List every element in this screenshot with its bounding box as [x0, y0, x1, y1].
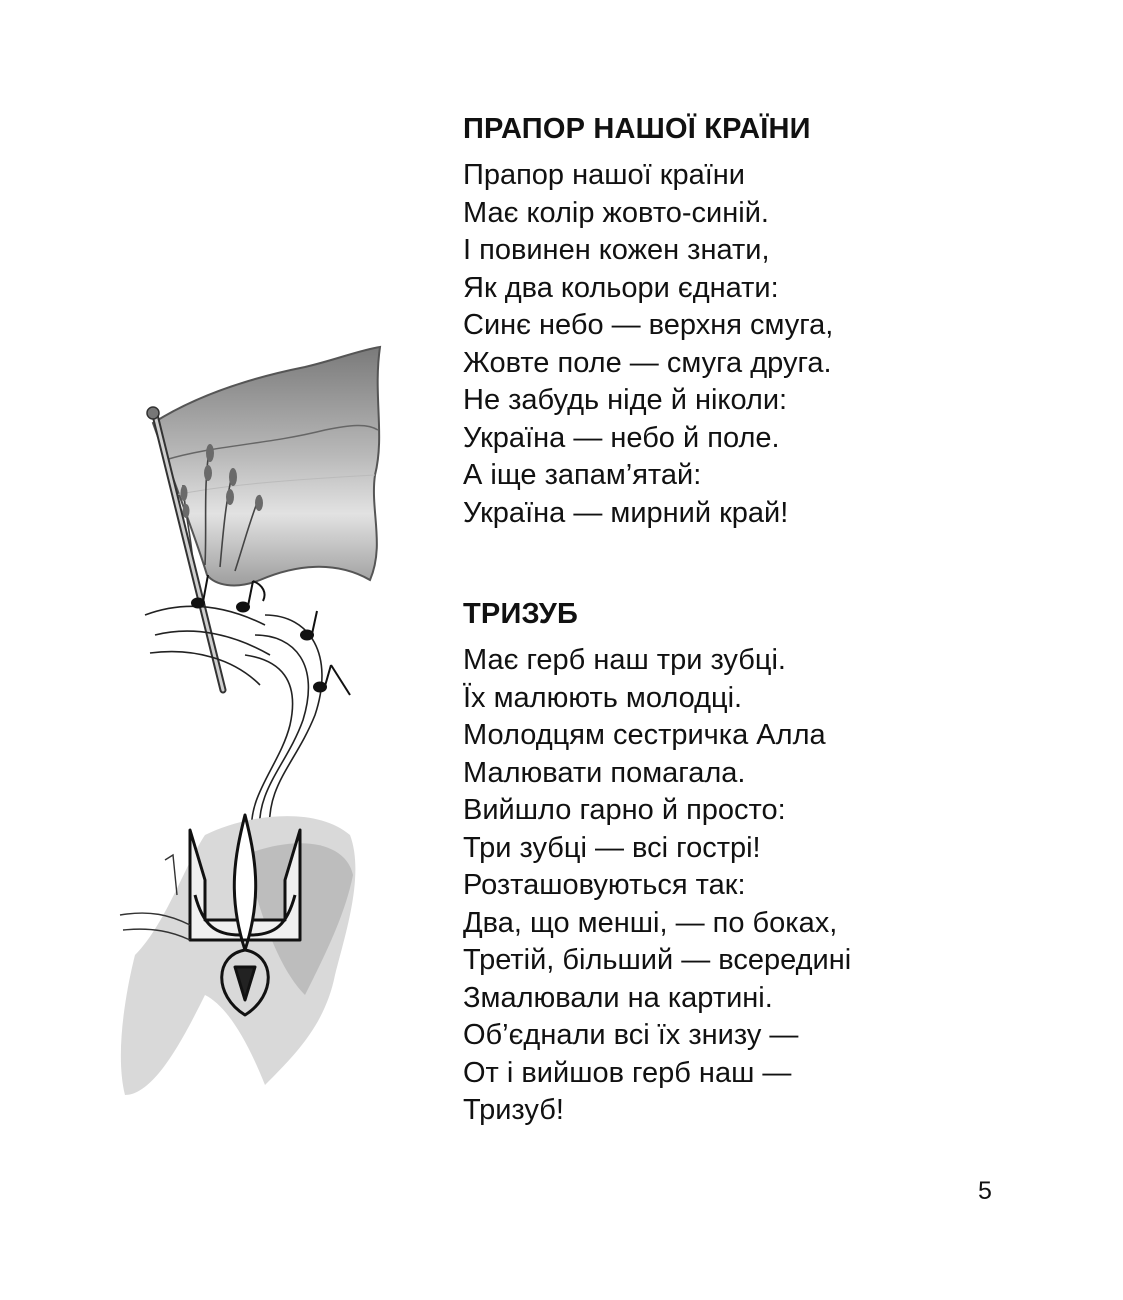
poem-line: Третій, більший — всередині — [463, 944, 852, 976]
poem-line: Змалювали на картині. — [463, 981, 773, 1014]
poem-line: Прапор нашої країни — [463, 159, 745, 191]
poem-lines — [463, 642, 1083, 1130]
poem-line: Синє небо — верхня смуга, — [463, 309, 834, 341]
flag-with-wheat-icon — [147, 347, 380, 690]
poem-line: Україна — мирний край! — [463, 496, 789, 529]
poem-line: Не забудь ніде й ніколи: — [463, 384, 788, 416]
poem-line: Три зубці — всі гострі! — [463, 831, 761, 864]
music-notes-icon — [192, 575, 350, 695]
poem-lines — [463, 157, 1083, 532]
poem-line: А іще запам’ятай: — [463, 459, 702, 491]
page-number: 5 — [978, 1177, 992, 1205]
poem-title: ПРАПОР НАШОЇ КРАЇНИ — [463, 113, 811, 145]
poem-line: Об’єднали всі їх знизу — — [463, 1019, 799, 1051]
poem-line: І повинен кожен знати, — [463, 234, 770, 266]
poem-line: Вийшло гарно й просто: — [463, 794, 786, 826]
poem-line: Малювати помагала. — [463, 756, 746, 789]
poem-line: Жовте поле — смуга друга. — [463, 346, 832, 379]
poem-line: Тризуб! — [463, 1094, 564, 1126]
poem-line: Молодцям сестричка Алла — [463, 719, 826, 751]
poem-flag — [463, 110, 1083, 532]
poem-line: Їх малюють молодці. — [463, 681, 743, 714]
poem-line: Має колір жовто-синій. — [463, 196, 769, 229]
poem-line: Два, що менші, — по боках, — [463, 906, 838, 939]
poem-trident — [463, 595, 1083, 1130]
poem-title: ТРИЗУБ — [463, 598, 579, 630]
poem-line: Розташовуються так: — [463, 869, 746, 901]
poem-line: Як два кольори єднати: — [463, 271, 779, 304]
poem-line: Має герб наш три зубці. — [463, 644, 786, 676]
poem-line: Україна — небо й поле. — [463, 421, 780, 454]
music-staff-ribbon — [145, 606, 322, 835]
poem-line: От і вийшов герб наш — — [463, 1056, 792, 1089]
flag-and-trident-illustration — [95, 335, 395, 1115]
